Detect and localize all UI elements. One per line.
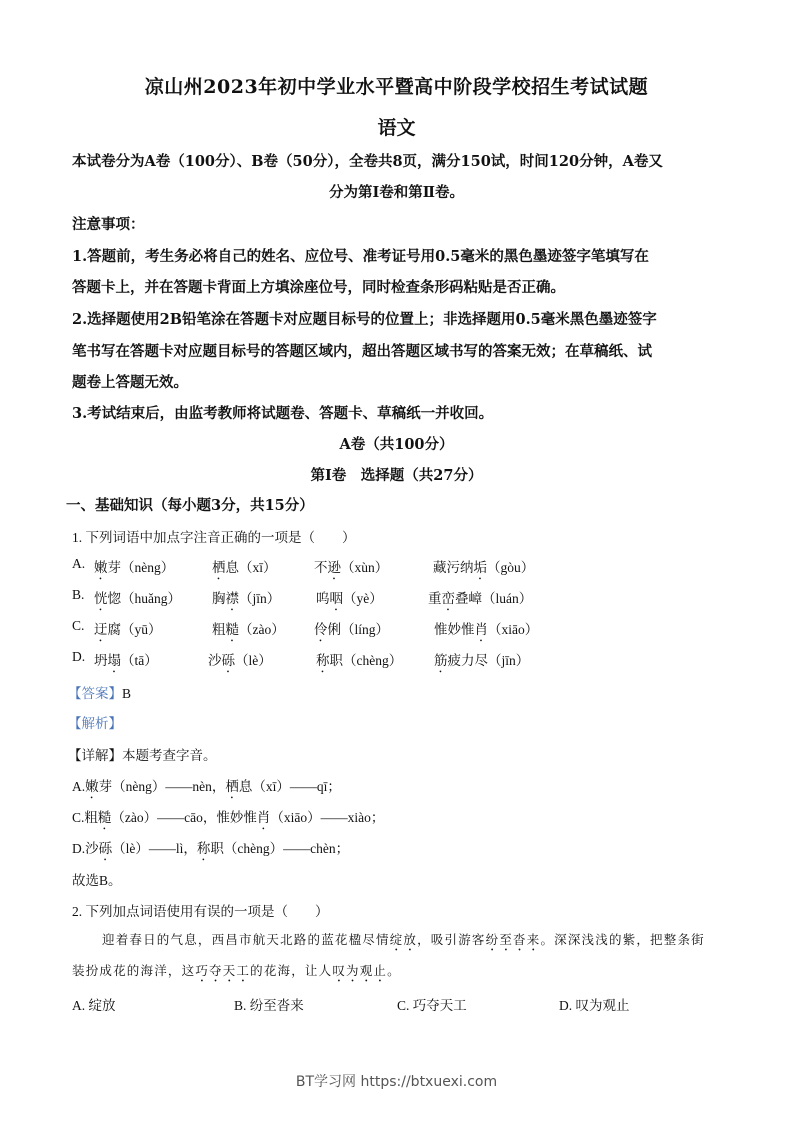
conclusion: 故选B。 [72,873,122,888]
option-label: D. [72,649,86,664]
option-item: 胸襟（jīn） [212,591,281,606]
option-item: 嫩芽（nèng） [94,560,175,575]
question-2-stem: 2. 下列加点词语使用有误的一项是（ ） [72,904,329,919]
answer-value: B [122,686,132,701]
q2-option-c: C. 巧夺天工 [397,998,467,1013]
explanation-line-a: A.嫩芽（nèng）——nèn，栖息（xī）——qī； [72,779,341,794]
volume-a-heading: A卷（共100分） [339,436,454,453]
detail-label: 【详解】 [68,748,122,763]
answer-line [68,682,131,702]
watermark-footer: BT学习网 https://btxuexi.com [295,1074,498,1090]
option-label: A. [72,556,86,571]
option-item: 不逊（xùn） [314,560,389,575]
option-item: 栖息（xī） [212,560,277,575]
notes-heading: 注意事项： [72,216,145,233]
option-item: 惟妙惟肖（xiāo） [434,622,539,637]
option-item: 称职（chèng） [316,653,403,668]
explanation-line-c: C.粗糙（zào）——cāo，惟妙惟肖（xiāo）——xiào； [72,810,385,825]
option-item: 沙砾（lè） [208,653,272,668]
option-item: 坍塌（tā） [94,653,158,668]
option-label: B. [72,587,85,602]
option-label: C. [72,618,85,633]
answer-label: 【答案】 [68,686,122,701]
note-1-line-1: 1.答题前，考生务必将自己的姓名、应位号、准考证号用0.5毫米的黑色墨迹签字笔填写在 [72,248,649,265]
passage-line-1: 迎着春日的气息，西昌市航天北路的蓝花楹尽情绽放，吸引游客纷至沓来。深深浅浅的紫，把整条街 [102,932,705,947]
analysis-label: 【解析】 [68,716,122,731]
dotted-word: 绽放 [389,932,418,947]
detail-text: 本题考查字音。 [122,748,217,763]
note-2-line-1: 2.选择题使用2B铅笔涂在答题卡对应题目标号的位置上；非选择题用0.5毫米黑色墨迹签字 [72,311,657,328]
intro-line-2: 分为第Ⅰ卷和第Ⅱ卷。 [328,184,464,201]
intro-line-1: 本试卷分为A卷（100分）、B卷（50分），全卷共8页，满分150试，时间120分钟，A卷又 [72,153,663,170]
q2-option-a: A. 绽放 [72,998,116,1013]
exam-title: 凉山州2023年初中学业水平暨高中阶段学校招生考试试题 [144,76,649,98]
explanation-line-d: D.沙砾（lè）——lì，称职（chèng）——chèn； [72,841,350,856]
q2-option-b: B. 纷至沓来 [234,998,304,1013]
subject-title: 语文 [377,117,416,139]
passage-line-2: 装扮成花的海洋，这巧夺天工的花海，让人叹为观止。 [72,963,401,978]
section-heading-basic-knowledge: 一、基础知识（每小题3分，共15分） [66,497,314,514]
option-item: 粗糙（zào） [212,622,285,637]
option-item: 筋疲力尽（jīn） [434,653,530,668]
option-item: 迂腐（yū） [94,622,162,637]
option-item: 呜咽（yè） [316,591,383,606]
part-1-heading: 第Ⅰ卷 选择题（共27分） [310,467,483,484]
q2-options-row [72,994,732,1014]
option-item: 恍惚（huǎng） [94,591,181,606]
dotted-word: 巧夺天工 [195,963,251,978]
note-2-line-3: 题卷上答题无效。 [72,374,188,391]
option-item: 伶俐（líng） [314,622,390,637]
detail-line [68,744,217,764]
option-item: 藏污纳垢（gòu） [433,560,535,575]
question-1-stem: 1. 下列词语中加点字注音正确的一项是（ ） [72,530,356,545]
note-3: 3.考试结束后，由监考教师将试题卷、答题卡、草稿纸一并收回。 [72,405,494,422]
q2-option-d: D. 叹为观止 [559,998,630,1013]
option-item: 重峦叠嶂（luán） [428,591,533,606]
note-1-line-2: 答题卡上，并在答题卡背面上方填涂座位号，同时检查条形码粘贴是否正确。 [72,279,565,296]
dotted-word: 纷至沓来 [485,932,541,947]
note-2-line-2: 笔书写在答题卡对应题目标号的答题区域内，超出答题区域书写的答案无效；在草稿纸、试 [72,343,652,360]
dotted-word: 叹为观止 [332,963,388,978]
